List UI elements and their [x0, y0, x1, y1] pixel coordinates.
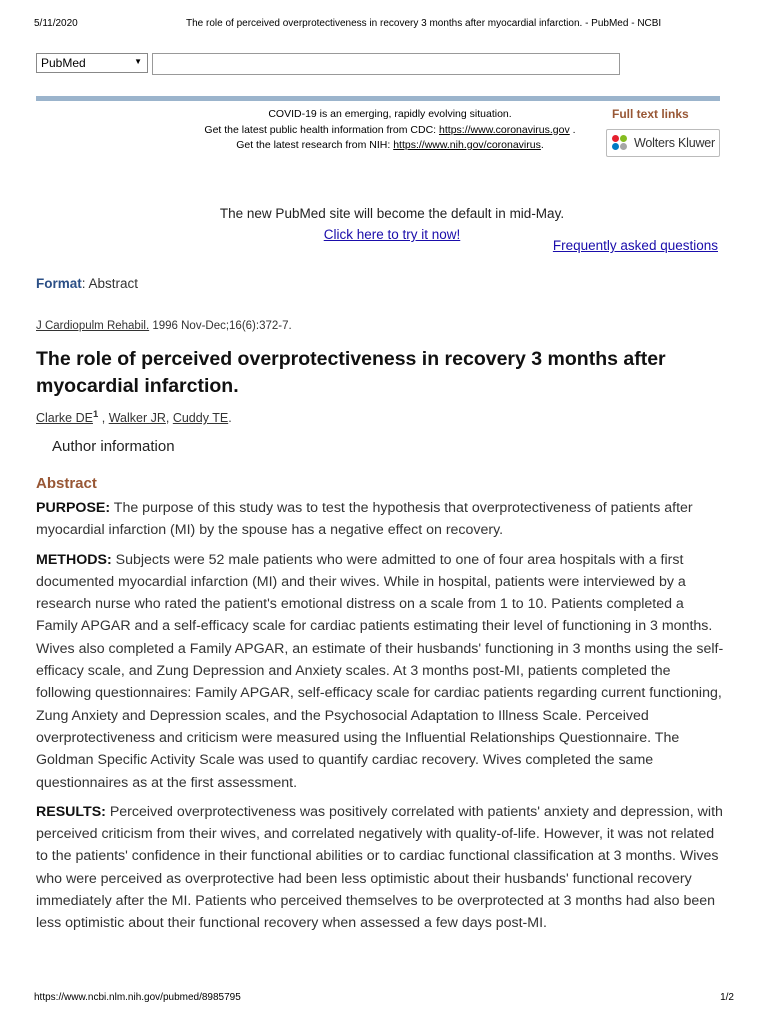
author-information-toggle[interactable]: Author information [52, 438, 175, 455]
author-link[interactable]: Walker JR [108, 411, 166, 426]
caret-down-icon: ▼ [134, 57, 142, 66]
search-input[interactable] [152, 53, 620, 75]
try-new-site-link[interactable]: Click here to try it now! [323, 227, 461, 242]
nih-link[interactable]: https://www.nih.gov/coronavirus [393, 139, 541, 151]
wolters-kluwer-logo-icon [612, 135, 628, 151]
covid-line-3: Get the latest research from NIH: https://www.nih.gov/coronavirus. [236, 139, 544, 151]
journal-link[interactable]: J Cardiopulm Rehabil. [36, 320, 150, 332]
citation-details: 1996 Nov-Dec;16(6):372-7. [149, 320, 292, 332]
print-page-number: 1/2 [720, 992, 734, 1003]
full-text-links-heading: Full text links [612, 107, 689, 121]
wolters-kluwer-button[interactable] [606, 129, 720, 157]
format-selector[interactable] [36, 276, 138, 291]
abstract-body [36, 497, 726, 942]
format-value: : Abstract [81, 276, 139, 291]
database-select-value: PubMed [41, 56, 86, 70]
abstract-section-results: RESULTS: Perceived overprotectiveness was positively correlated with patients' anxiety and depression, with perceived criticism from their wives, and correlated negatively with quality-of-life. However, it was not related to the patients' confidence in their functional abilities or to cardiac functional classification at 3 months. Wives who were perceived as overprotective had been less optimistic about their husbands' functional recovery immediately after the MI. Patients who perceived themselves to be overprotected at 3 months had also been less optimistic about their functional recovery when assessed a few days post-MI. [36, 803, 723, 932]
format-label: Format [36, 276, 82, 291]
citation [36, 320, 292, 332]
print-page-title: The role of perceived overprotectiveness in recovery 3 months after myocardial infarction. - PubMed - NCBI [186, 18, 662, 29]
author-list: Clarke $DE^1$ , Walker JR, Cuddy TE. [36, 409, 232, 426]
new-site-notice: The new PubMed site will become the default in mid-May. [219, 206, 565, 221]
faq-link[interactable]: Frequently asked questions [552, 238, 718, 253]
cdc-link[interactable]: https://www.coronavirus.gov [439, 123, 570, 136]
covid-line-1: COVID-19 is an emerging, rapidly evolving situation. [268, 108, 512, 120]
print-url: https://www.ncbi.nlm.nih.gov/pubmed/8985795 [34, 992, 241, 1003]
author-affiliation-number: 1 [92, 409, 99, 420]
article-title: The role of perceived overprotectiveness in recovery 3 months after myocardial infarction. [36, 348, 666, 397]
author-link[interactable]: Clarke DE [36, 411, 93, 426]
search-bar [36, 53, 620, 75]
abstract-section-methods: METHODS: Subjects were 52 male patients who were admitted to one of four area hospitals with a first documented myocardial infarction (MI) and their wives. While in hospital, patients were interviewed by a research nurse who rated the patient's emotional distress on a scale from 1 to 10. Patients completed a Family APGAR and a self-efficacy scale for cardiac patients estimating their level of functioning in 3 months. Wives also completed a Family APGAR, an estimate of their husbands' functioning in 3 months using the self-efficacy scale, and Zung Depression and Anxiety scales. At 3 months post-MI, patients completed the following questionnaires: Family APGAR, self-efficacy scale for cardiac patients regarding current functioning, Zung Anxiety and Depression scales, and the Psychosocial Adaptation to Illness Scale. Perceived overprotectiveness and criticism were measured using the Influential Relationships Questionnaire. The Goldman Specific Activity Scale was used to quantify cardiac recovery. Wives completed the same questionnaires as at the first assessment. [36, 551, 724, 791]
print-date: 5/11/2020 [34, 18, 78, 29]
covid-line-2: Get the latest public health information from CDC: https://www.coronavirus.gov . [204, 123, 576, 136]
covid-notice [160, 107, 620, 154]
header-divider [36, 96, 720, 101]
abstract-section-purpose: PURPOSE: The purpose of this study was to test the hypothesis that overprotectiveness of patients after myocardial infarction (MI) by the spouse has a negative effect on recovery. [36, 500, 693, 539]
database-select[interactable] [36, 53, 148, 73]
author-link[interactable]: Cuddy TE [172, 411, 229, 426]
provider-name: Wolters Kluwer [634, 136, 716, 150]
abstract-heading: Abstract [36, 475, 97, 492]
print-footer [34, 992, 734, 1006]
print-header [34, 18, 734, 32]
